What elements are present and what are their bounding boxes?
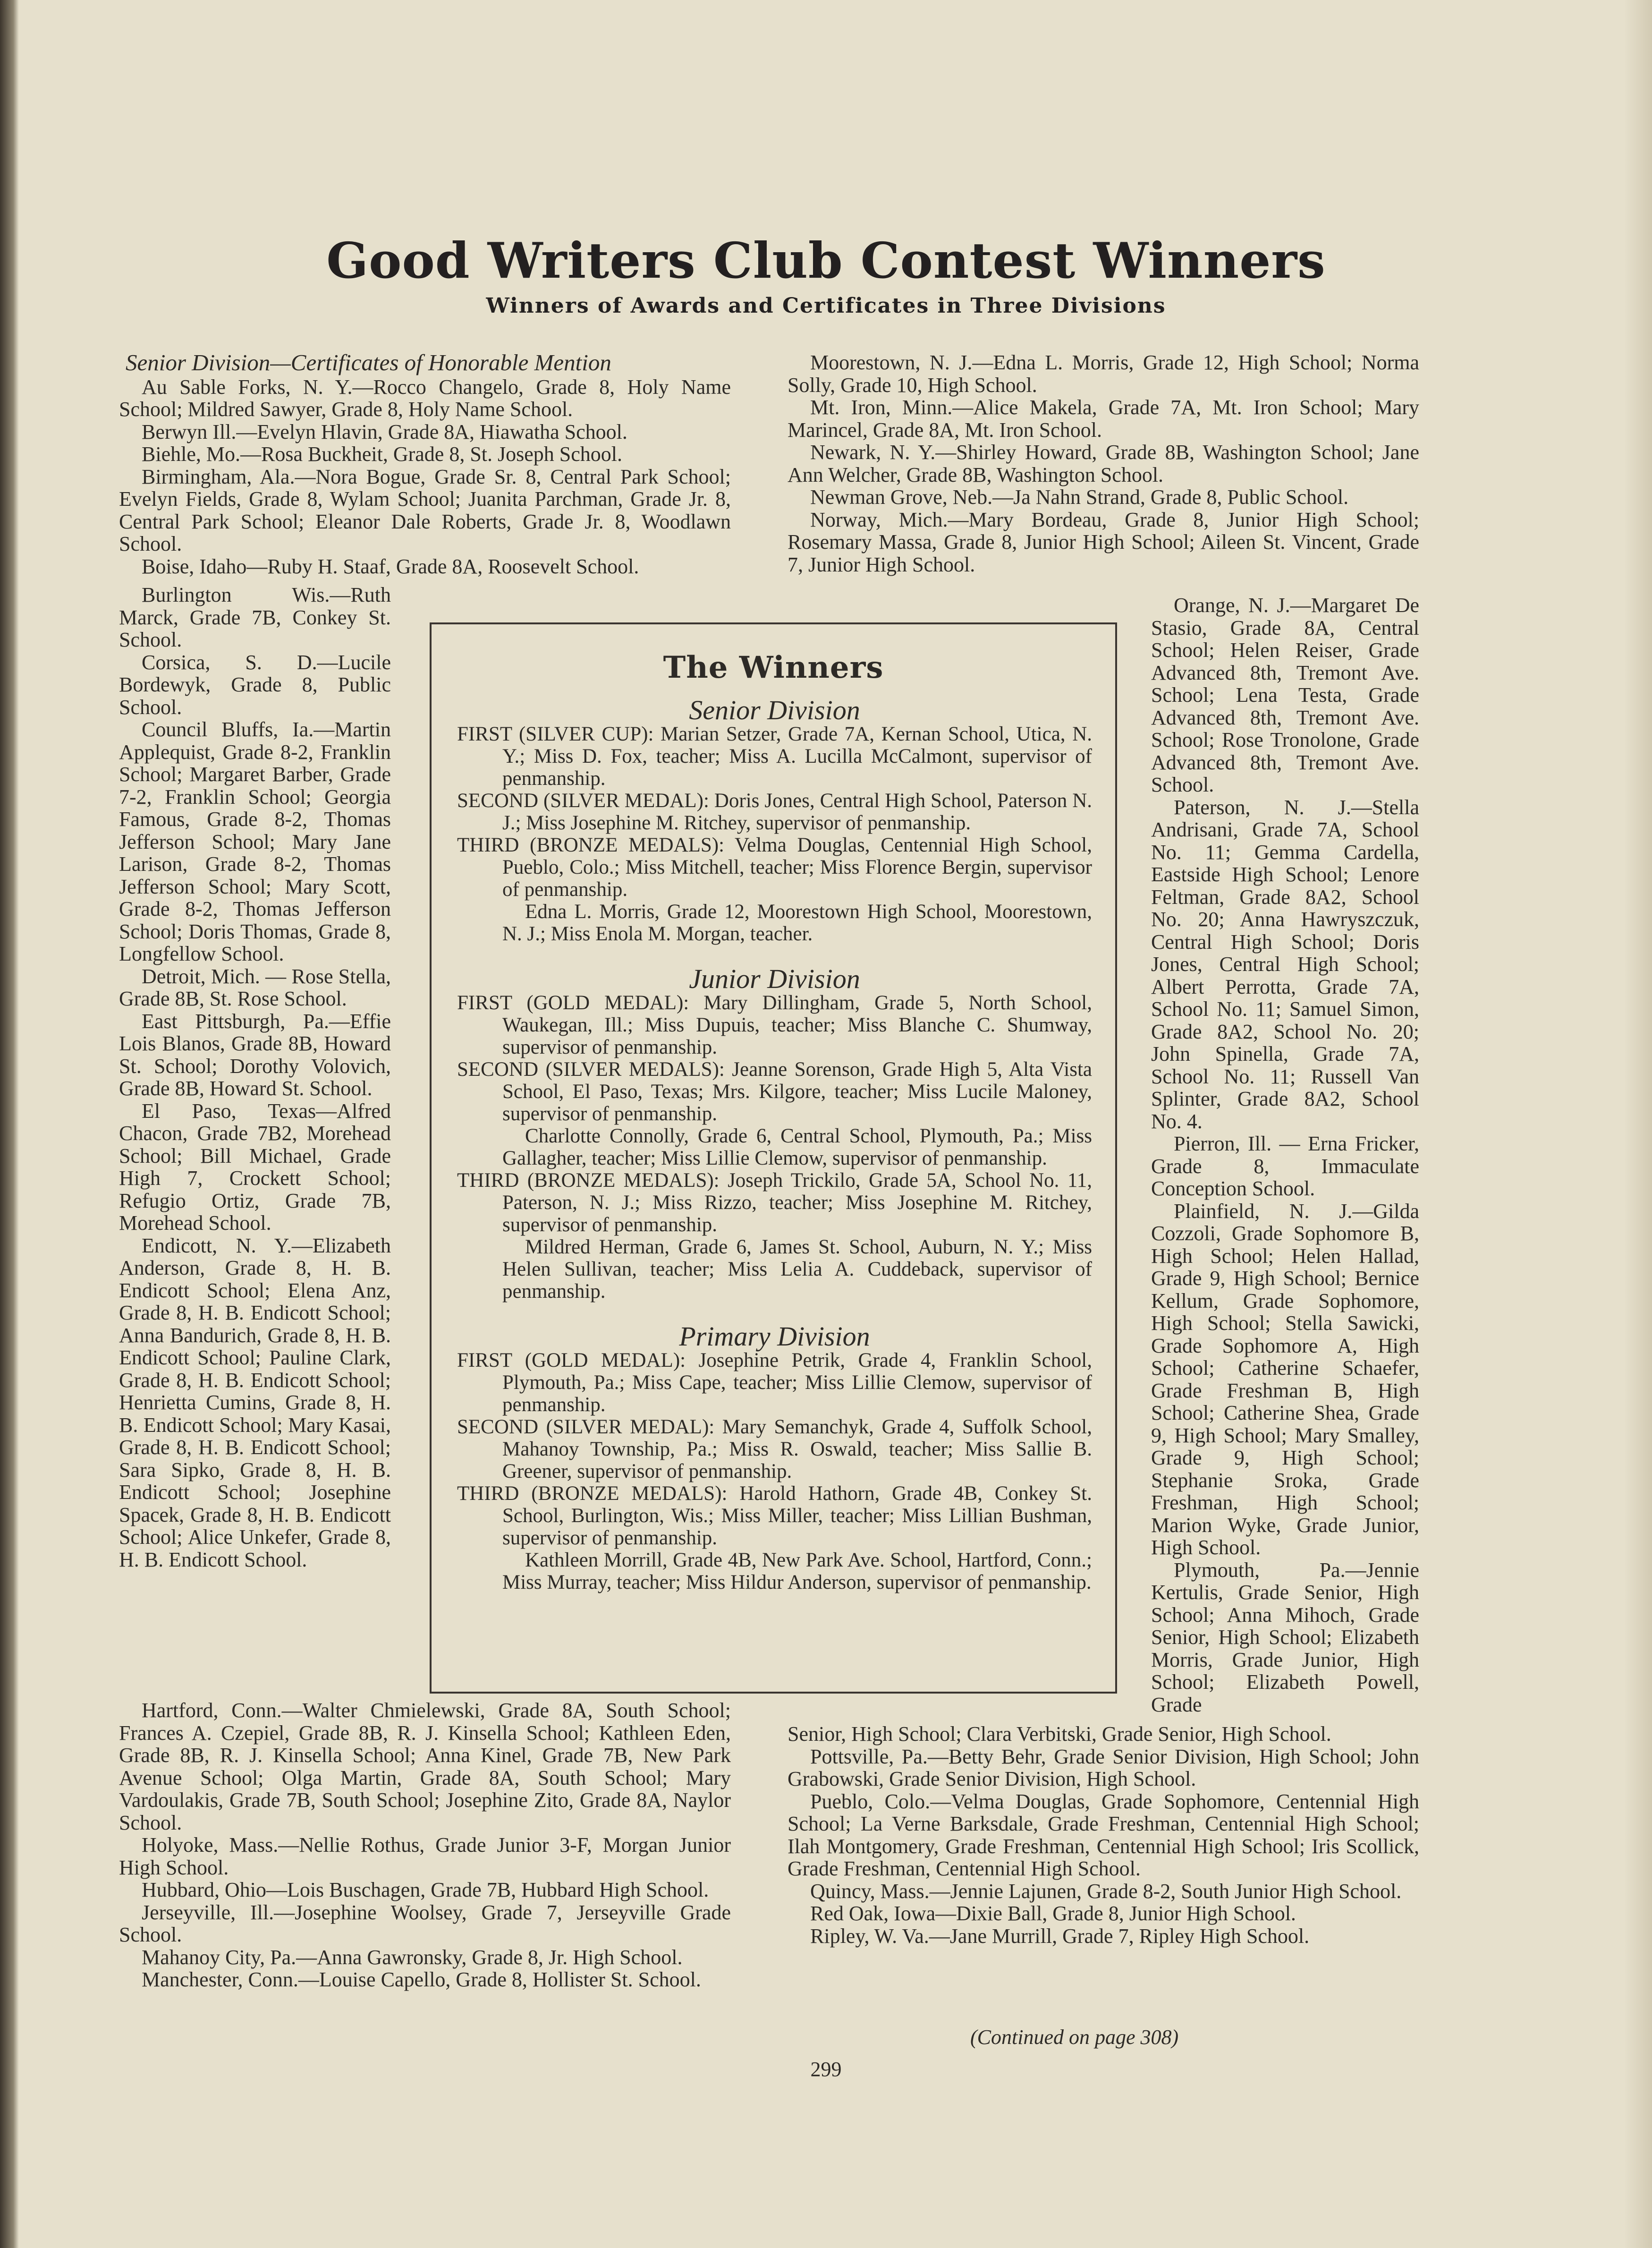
entry: Biehle, Mo.—Rosa Buckheit, Grade 8, St. Joseph School. — [142, 443, 623, 466]
entry: Manchester, Conn.—Louise Capello, Grade 8, Hollister St. School. — [142, 1968, 701, 1991]
entry: East Pittsburgh, Pa.—Effie Lois Blanos, Grade 8B, Howard St. School; Dorothy Volovich, Grade 8B, Howard St. School. — [119, 1009, 391, 1100]
award-entry: FIRST (GOLD MEDAL): Mary Dillingham, Grade 5, North School, Waukegan, Ill.; Miss Dupuis, teacher; Miss Blanche C. Shumway, supervisor of penmanship. — [457, 992, 1092, 1058]
entry: Detroit, Mich. — Rose Stella, Grade 8B, St. Rose School. — [119, 964, 391, 1010]
entry: Hubbard, Ohio—Lois Buschagen, Grade 7B, Hubbard High School. — [142, 1878, 709, 1901]
entry: El Paso, Texas—Alfred Chacon, Grade 7B2, Morehead School; Bill Michael, Grade High 7, Crockett School; Refugio Ortiz, Grade 7B, Morehead School. — [119, 1099, 391, 1235]
junior-division-heading: Junior Division — [689, 963, 860, 994]
entry: Pueblo, Colo.—Velma Douglas, Grade Sophomore, Centennial High School; La Verne Barksdale, Grade Freshman, Centennial High School; Ilah Montgomery, Grade Freshman, Centennial High School; Iris Scollick, Grade Freshman, Centennial High School. — [788, 1789, 1419, 1880]
senior-division-heading: Senior Division — [689, 695, 860, 725]
entry: Plymouth, Pa.—Jennie Kertulis, Grade Senior, High School; Anna Mihoch, Grade Senior, High School; Elizabeth Morris, Grade Junior, High School; Elizabeth Powell, Grade — [1151, 1558, 1419, 1716]
entry: Berwyn Ill.—Evelyn Hlavin, Grade 8A, Hiawatha School. — [142, 420, 627, 443]
col2-bottom — [788, 1723, 1419, 1947]
col2-top — [788, 351, 1419, 576]
entry: Red Oak, Iowa—Dixie Ball, Grade 8, Junior High School. — [810, 1902, 1296, 1925]
entry: Boise, Idaho—Ruby H. Staaf, Grade 8A, Roosevelt School. — [142, 554, 639, 578]
award-entry: FIRST (SILVER CUP): Marian Setzer, Grade 7A, Kernan School, Utica, N. Y.; Miss D. Fox, teacher; Miss A. Lucilla McCalmont, supervisor of penmanship. — [457, 723, 1092, 790]
award-entry: Edna L. Morris, Grade 12, Moorestown High School, Moorestown, N. J.; Miss Enola M. Morgan, teacher. — [502, 901, 1092, 945]
award-entry: THIRD (BRONZE MEDALS): Harold Hathorn, Grade 4B, Conkey St. School, Burlington, Wis.; Miss Miller, teacher; Miss Lillian Bushman, supervisor of penmanship. — [457, 1482, 1092, 1549]
entry: Corsica, S. D.—Lucile Bordewyk, Grade 8, Public School. — [119, 650, 391, 719]
page-title: Good Writers Club Contest Winners — [326, 231, 1326, 290]
honorable-mention-heading: Senior Division—Certificates of Honorable Mention — [126, 349, 611, 375]
award-entry: SECOND (SILVER MEDAL): Mary Semanchyk, Grade 4, Suffolk School, Mahanoy Township, Pa.; Miss R. Oswald, teacher; Miss Sallie B. Greener, supervisor of penmanship. — [457, 1416, 1092, 1482]
page-subtitle: Winners of Awards and Certificates in Three Divisions — [486, 294, 1166, 318]
award-entry: SECOND (SILVER MEDALS): Jeanne Sorenson, Grade High 5, Alta Vista School, El Paso, Texas; Mrs. Kilgore, teacher; Miss Lucile Maloney, supervisor of penmanship. — [457, 1058, 1092, 1125]
entry: Orange, N. J.—Margaret De Stasio, Grade 8A, Central School; Helen Reiser, Grade Advanced 8th, Tremont Ave. School; Lena Testa, Grade Advanced 8th, Tremont Ave. School; Rose Tronolone, Grade Advanced 8th, Tremont Ave. School. — [1151, 594, 1419, 796]
primary-division-heading: Primary Division — [679, 1321, 870, 1352]
entry: Pottsville, Pa.—Betty Behr, Grade Senior Division, High School; John Grabowski, Grade Senior Division, High School. — [788, 1745, 1419, 1790]
award-entry: THIRD (BRONZE MEDALS): Joseph Trickilo, Grade 5A, School No. 11, Paterson, N. J.; Miss Rizzo, teacher; Miss Josephine M. Ritchey, supervisor of penmanship. — [457, 1169, 1092, 1236]
award-entry: FIRST (GOLD MEDAL): Josephine Petrik, Grade 4, Franklin School, Plymouth, Pa.; Miss Cape, teacher; Miss Lillie Clemow, supervisor of penmanship. — [457, 1349, 1092, 1416]
entry: Senior, High School; Clara Verbitski, Grade Senior, High School. — [788, 1722, 1331, 1746]
entry: Quincy, Mass.—Jennie Lajunen, Grade 8-2, South Junior High School. — [810, 1879, 1402, 1903]
entry: Newark, N. Y.—Shirley Howard, Grade 8B, Washington School; Jane Ann Welcher, Grade 8B, Washington School. — [788, 441, 1419, 486]
winners-box-title: The Winners — [663, 650, 884, 685]
entry: Moorestown, N. J.—Edna L. Morris, Grade 12, High School; Norma Solly, Grade 10, High School. — [788, 351, 1419, 397]
award-entry: SECOND (SILVER MEDAL): Doris Jones, Central High School, Paterson N. J.; Miss Josephine M. Ritchey, supervisor of penmanship. — [457, 790, 1092, 834]
award-entry: Mildred Herman, Grade 6, James St. School, Auburn, N. Y.; Miss Helen Sullivan, teacher; Miss Lelia A. Cuddeback, supervisor of penmanship. — [502, 1236, 1092, 1303]
entry: Birmingham, Ala.—Nora Bogue, Grade Sr. 8, Central Park School; Evelyn Fields, Grade 8, Wylam School; Juanita Parchman, Grade Jr. 8, Central Park School; Eleanor Dale Roberts, Grade Jr. 8, Woodlawn School. — [119, 465, 731, 555]
col1-bottom — [119, 1699, 731, 1991]
winners-box — [430, 622, 1117, 1694]
entry: Endicott, N. Y.—Elizabeth Anderson, Grade 8, H. B. Endicott School; Elena Anz, Grade 8, H. B. Endicott School; Anna Bandurich, Grade 8, H. B. Endicott School; Pauline Clark, Grade 8, H. B. Endicott School; Henrietta Cumins, Grade 8, H. B. Endicott School; Mary Kasai, Grade 8, H. B. Endicott School; Sara Sipko, Grade 8, H. B. Endicott School; Josephine Spacek, Grade 8, H. B. Endicott School; Alice Unkefer, Grade 8, H. B. Endicott School. — [119, 1234, 391, 1571]
entry: Holyoke, Mass.—Nellie Rothus, Grade Junior 3-F, Morgan Junior High School. — [119, 1833, 731, 1879]
award-entry: Kathleen Morrill, Grade 4B, New Park Ave. School, Hartford, Conn.; Miss Murray, teacher; Miss Hildur Anderson, supervisor of penmanship. — [502, 1549, 1092, 1593]
entry: Burlington Wis.—Ruth Marck, Grade 7B, Conkey St. School. — [119, 583, 391, 651]
entry: Norway, Mich.—Mary Bordeau, Grade 8, Junior High School; Rosemary Massa, Grade 8, Junior High School; Aileen St. Vincent, Grade 7, Junior High School. — [788, 508, 1419, 576]
entry: Paterson, N. J.—Stella Andrisani, Grade 7A, School No. 11; Gemma Cardella, Eastside High School; Lenore Feltman, Grade 8A2, School No. 20; Anna Hawryszczuk, Central High School; Doris Jones, Central High School; Albert Perrotta, Grade 7A, School No. 11; Samuel Simon, Grade 8A2, School No. 20; John Spinella, Grade 7A, School No. 11; Russell Van Splinter, Grade 8A2, School No. 4. — [1151, 795, 1419, 1133]
entry: Pierron, Ill. — Erna Fricker, Grade 8, Immaculate Conception School. — [1151, 1132, 1419, 1200]
col1-narrow — [119, 584, 391, 1571]
entry: Hartford, Conn.—Walter Chmielewski, Grade 8A, South School; Frances A. Czepiel, Grade 8B, R. J. Kinsella School; Kathleen Eden, Grade 8B, R. J. Kinsella School; Anna Kinel, Grade 7B, New Park Avenue School; Olga Martin, Grade 8A, South School; Mary Vardoulakis, Grade 7B, South School; Josephine Zito, Grade 8A, Naylor School. — [119, 1699, 731, 1834]
col2-narrow — [1151, 594, 1419, 1716]
award-entry: Charlotte Connolly, Grade 6, Central School, Plymouth, Pa.; Miss Gallagher, teacher; Miss Lillie Clemow, supervisor of penmanship. — [502, 1125, 1092, 1169]
entry: Mt. Iron, Minn.—Alice Makela, Grade 7A, Mt. Iron School; Mary Marincel, Grade 8A, Mt. Iron School. — [788, 396, 1419, 442]
winners-list — [457, 695, 1092, 1593]
book-gutter-shadow — [0, 0, 19, 2248]
entry: Plainfield, N. J.—Gilda Cozzoli, Grade Sophomore B, High School; Helen Hallad, Grade 9, High School; Bernice Kellum, Grade Sophomore, High School; Stella Sawicki, Grade Sophomore A, High School; Catherine Schaefer, Grade Freshman B, High School; Catherine Shea, Grade 9, High School; Mary Smalley, Grade 9, High School; Stephanie Sroka, Grade Freshman, High School; Marion Wyke, Grade Junior, High School. — [1151, 1199, 1419, 1559]
entry: Ripley, W. Va.—Jane Murrill, Grade 7, Ripley High School. — [810, 1924, 1310, 1948]
entry: Jerseyville, Ill.—Josephine Woolsey, Grade 7, Jerseyville Grade School. — [119, 1900, 731, 1946]
col1-top — [119, 351, 731, 578]
entry: Newman Grove, Neb.—Ja Nahn Strand, Grade 8, Public School. — [810, 485, 1349, 509]
entry: Council Bluffs, Ia.—Martin Applequist, Grade 8-2, Franklin School; Margaret Barber, Grade 7-2, Franklin School; Georgia Famous, Grade 8-2, Thomas Jefferson School; Mary Jane Larison, Grade 8-2, Thomas Jefferson School; Mary Scott, Grade 8-2, Thomas Jefferson School; Doris Thomas, Grade 8, Longfellow School. — [119, 718, 391, 965]
entry: Mahanoy City, Pa.—Anna Gawronsky, Grade 8, Jr. High School. — [142, 1945, 683, 1969]
award-entry: THIRD (BRONZE MEDALS): Velma Douglas, Centennial High School, Pueblo, Colo.; Miss Mitchell, teacher; Miss Florence Bergin, supervisor of penmanship. — [457, 834, 1092, 901]
entry: Au Sable Forks, N. Y.—Rocco Changelo, Grade 8, Holy Name School; Mildred Sawyer, Grade 8, Holy Name School. — [119, 375, 731, 421]
continued-note: (Continued on page 308) — [970, 2026, 1179, 2049]
page-edge — [1624, 0, 1652, 2248]
page-number: 299 — [810, 2058, 842, 2081]
